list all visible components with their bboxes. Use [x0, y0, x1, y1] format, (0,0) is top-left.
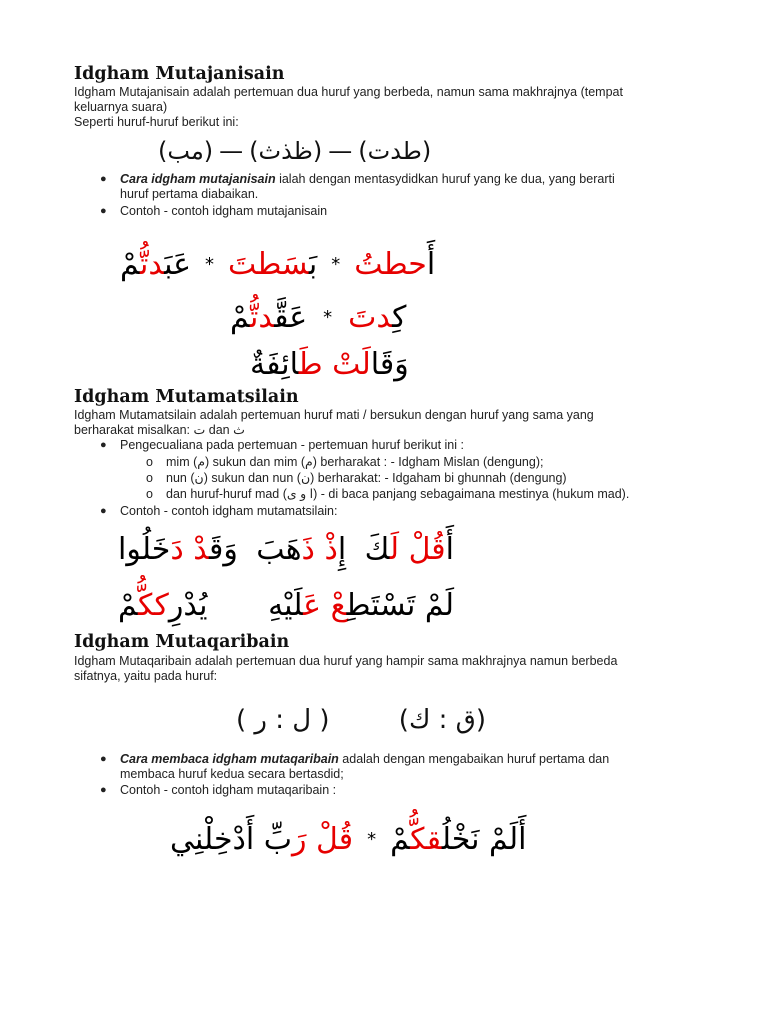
sub-marker: o [146, 471, 153, 485]
dash-separator: — [219, 137, 244, 165]
arabic-example-row [120, 240, 436, 288]
dash-separator: — [328, 137, 353, 165]
sub-marker: o [146, 455, 153, 469]
definition-line: Idgham Mutaqaribain adalah pertemuan dua huruf yang hampir sama makhrajnya namun berbeda [74, 654, 618, 668]
bullet-cara-membaca-mutaqaribain [100, 752, 680, 782]
bullet-dot: ● [100, 784, 107, 796]
bullet-text: Contoh - contoh idgham mutamatsilain: [120, 504, 338, 518]
letter-group: (ظذث) [249, 137, 323, 165]
arabic-word: قُلْ رَبِّ أَدْخِلْنِي [170, 821, 354, 857]
definition-mutamatsilain [74, 408, 594, 438]
bullet-cara-idgham-mutajanisain [100, 172, 680, 202]
letter-pairs-row [236, 700, 486, 740]
arabic-word: يُدْرِككُّمْ [118, 587, 208, 623]
star-separator: * [205, 253, 215, 275]
bullet-text: ialah dengan mentasydidkan huruf yang ke dua, yang berarti [275, 172, 615, 186]
bullet-text: Pengecualiana pada pertemuan - pertemuan huruf berikut ini : [120, 438, 464, 452]
arabic-word: إِذْ ذَهَبَ [256, 531, 347, 567]
letter-pair: (ق : ك) [398, 705, 486, 735]
arabic-word: وَقَالَتْ طَائِفَةٌ [250, 346, 409, 382]
bullet-text: Contoh - contoh idgham mutaqaribain : [120, 783, 337, 797]
arabic-example-row [230, 294, 420, 340]
bullet-dot: ● [100, 173, 107, 185]
sub-item-mim [146, 454, 544, 470]
arabic-example-row [118, 526, 454, 572]
letter-groups-row [158, 133, 478, 169]
arabic-example-row [170, 812, 540, 866]
star-separator: * [331, 253, 341, 275]
sub-text: dan huruf-huruf mad (ا و ى) - di baca panjang sebagaimana mestinya (hukum mad). [166, 487, 630, 501]
section-title-mutajanisain: Idgham Mutajanisain [74, 64, 285, 84]
italic-term: Cara membaca idgham mutaqaribain [120, 752, 339, 766]
section-title-mutamatsilain: Idgham Mutamatsilain [74, 387, 299, 407]
sub-text: nun (ن) sukun dan nun (ن) berharakat: - Idgaham bi ghunnah (dengung) [166, 471, 567, 485]
definition-line: sifatnya, yaitu pada huruf: [74, 669, 218, 683]
definition-line: Idgham Mutamatsilain adalah pertemuan huruf mati / bersukun dengan huruf yang sama yang [74, 408, 594, 422]
bullet-pengecualian [100, 438, 464, 453]
definition-line: Idgham Mutajanisain adalah pertemuan dua huruf yang berbeda, namun sama makhrajnya (tempat [74, 85, 623, 99]
arabic-word: لَمْ تَسْتَطِعْ عَلَيْهِ [268, 587, 454, 623]
arabic-word: أَحطتُ [354, 246, 436, 282]
star-separator: * [367, 828, 377, 850]
bullet-text: huruf pertama diabaikan. [120, 187, 259, 201]
arabic-word: عَبَدتُّمْ [120, 246, 192, 282]
arabic-word: وَقَدْ دَخَلُوا [118, 531, 238, 567]
bullet-contoh-mutamatsilain [100, 504, 338, 519]
arabic-example-row [250, 341, 420, 387]
sub-text: mim (م) sukun dan mim (م) berharakat : - Idgham Mislan (dengung); [166, 455, 544, 469]
bullet-text: Contoh - contoh idgham mutajanisain [120, 204, 328, 218]
section-title-mutaqaribain: Idgham Mutaqaribain [74, 632, 290, 652]
definition-mutajanisain [74, 85, 623, 130]
sub-item-nun [146, 470, 567, 486]
sub-item-mad [146, 486, 630, 502]
arabic-word: أَقُلْ لَكَ [364, 531, 454, 567]
bullet-dot: ● [100, 505, 107, 517]
bullet-dot: ● [100, 753, 107, 765]
letter-pair: ( ل : ر ) [236, 705, 330, 735]
bullet-text: adalah dengan mengabaikan huruf pertama dan [338, 752, 610, 766]
italic-term: Cara idgham mutajanisain [120, 172, 276, 186]
sub-marker: o [146, 487, 153, 501]
arabic-word: عَقَّدتُّمْ [230, 299, 308, 335]
definition-line: berharakat misalkan: ت dan ث [74, 423, 245, 437]
bullet-contoh-mutajanisain [100, 204, 328, 219]
examples-intro: Seperti huruf-huruf berikut ini: [74, 115, 239, 129]
letter-group: (طدت) [358, 137, 432, 165]
letter-group: (مب) [158, 137, 214, 165]
definition-mutaqaribain [74, 654, 617, 684]
bullet-dot: ● [100, 205, 107, 217]
arabic-word: بَسَطتَ [228, 246, 318, 282]
arabic-word: أَلَمْ نَخْلُقكُّمْ [390, 821, 527, 857]
bullet-text: membaca huruf kedua secara bertasdid; [120, 767, 344, 781]
arabic-word: كِدتَ [348, 299, 407, 335]
bullet-dot: ● [100, 439, 107, 451]
arabic-example-row [118, 580, 454, 630]
star-separator: * [323, 306, 333, 328]
definition-line: keluarnya suara) [74, 100, 168, 114]
bullet-contoh-mutaqaribain [100, 783, 337, 798]
